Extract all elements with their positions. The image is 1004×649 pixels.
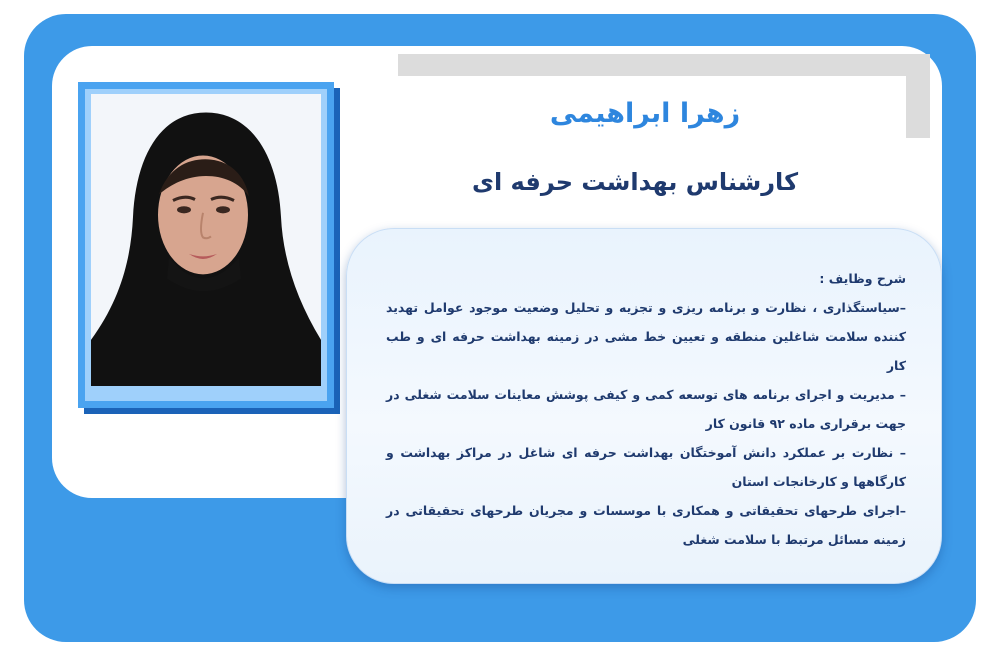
photo-frame [78, 82, 334, 408]
photo-mat [85, 89, 327, 401]
duty-item: – نظارت بر عملکرد دانش آموختگان بهداشت حرفه ای شاغل در مراکز بهداشت و کارگاهها و کارخانجات استان [386, 445, 906, 489]
decorative-bar [398, 54, 930, 76]
job-title: کارشناس بهداشت حرفه ای [471, 168, 799, 196]
duties-heading: شرح وظایف : [819, 271, 906, 286]
duties-text [386, 264, 906, 554]
portrait-illustration [91, 94, 321, 386]
duty-item: –اجرای طرحهای تحقیقاتی و همکاری با موسسات و مجریان طرحهای تحقیقاتی در زمینه مسائل مرتبط با سلامت شغلی [386, 503, 906, 547]
portrait-photo [91, 94, 321, 386]
decorative-bar-vertical [906, 54, 930, 138]
duty-item: – مدیریت و اجرای برنامه های توسعه کمی و کیفی پوشش معاینات سلامت شغلی در جهت برقراری ماده ۹۲ قانون کار [386, 387, 906, 431]
duty-item: –سیاستگذاری ، نظارت و برنامه ریزی و تجزیه و تحلیل وضعیت موجود عوامل تهدید کننده سلامت شاغلین منطقه و تعیین خط مشی در زمینه بهداشت حرفه ای و طب کار [386, 300, 906, 373]
person-name: زهرا ابراهیمی [549, 98, 741, 129]
